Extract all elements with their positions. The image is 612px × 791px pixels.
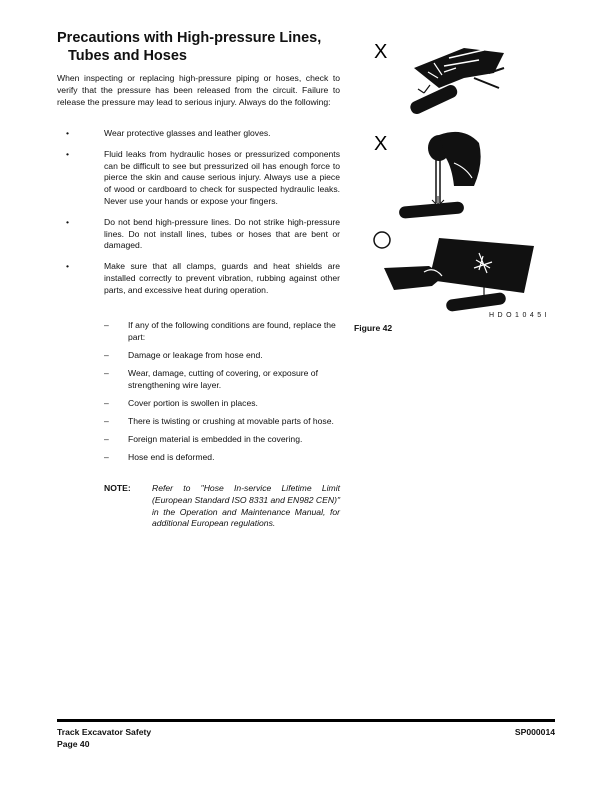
precaution-text: Fluid leaks from hydraulic hoses or pressurized components can be difficult to see but pressurized oil has enough force to pierce the skin and cause serious injury. Always use a piece of wood or cardboard to check for suspected hydraulic leaks. Never use your hands or expose your fingers. xyxy=(104,148,340,206)
condition-item xyxy=(104,320,340,344)
precaution-text: Do not bend high-pressure lines. Do not strike high-pressure lines. Do not install lines, tubes or hoses that are bent or damaged. xyxy=(104,216,340,251)
condition-item xyxy=(104,452,340,464)
bullet-icon: • xyxy=(66,261,70,272)
bullet-icon: • xyxy=(66,128,70,138)
cardboard-leak-check-icon xyxy=(384,238,534,312)
dash-icon: – xyxy=(104,433,109,444)
condition-item xyxy=(104,416,340,428)
dash-icon: – xyxy=(104,367,109,378)
bullet-icon: • xyxy=(66,148,70,159)
dash-icon: – xyxy=(104,451,109,462)
figure-caption: Figure 42 xyxy=(354,323,393,333)
precaution-list xyxy=(57,128,340,306)
precaution-text: Wear protective glasses and leather gloves. xyxy=(104,128,271,138)
condition-text: Hose end is deformed. xyxy=(128,451,215,462)
precaution-item xyxy=(57,261,340,296)
condition-item xyxy=(104,398,340,410)
note-label: NOTE: xyxy=(104,483,131,493)
condition-text: There is twisting or crushing at movable parts of hose. xyxy=(128,415,334,426)
dash-icon: – xyxy=(104,320,109,330)
condition-item xyxy=(104,350,340,362)
wrong-mark-icon: X xyxy=(374,133,388,155)
footer-left xyxy=(57,727,151,750)
condition-text: Wear, damage, cutting of covering, or exposure of strengthening wire layer. xyxy=(128,367,318,390)
hose-safety-illustration xyxy=(354,28,564,328)
section-title xyxy=(57,29,347,65)
section-title-line1: Precautions with High-pressure Lines, xyxy=(57,30,322,46)
condition-text: Damage or leakage from hose end. xyxy=(128,349,263,360)
condition-text: Foreign material is embedded in the covering. xyxy=(128,433,303,444)
intro-paragraph: When inspecting or replacing high-pressure piping or hoses, check to verify that the pressure has been released from the circuit. Failure to release the pressure may lead to serious injury. Always do the following: xyxy=(57,73,340,107)
precaution-item xyxy=(57,149,340,208)
replacement-condition-list xyxy=(104,320,340,469)
footer-doc-code: SP000014 xyxy=(514,727,555,737)
section-title-line2: Tubes and Hoses xyxy=(68,48,187,64)
footer-divider xyxy=(57,719,555,722)
wrong-mark-icon: X xyxy=(374,41,388,63)
figure-code: HDO1045I xyxy=(489,312,551,319)
dash-icon: – xyxy=(104,397,109,408)
bare-hand-leak-icon xyxy=(408,48,504,116)
precaution-item xyxy=(57,217,340,252)
dash-icon: – xyxy=(104,415,109,426)
dash-icon: – xyxy=(104,349,109,360)
footer-doc-title: Track Excavator Safety xyxy=(57,727,152,737)
footer-page-number: Page 40 xyxy=(57,738,90,749)
condition-text: If any of the following conditions are found, replace the part: xyxy=(128,320,336,342)
precaution-item xyxy=(57,128,340,140)
condition-item xyxy=(104,368,340,392)
condition-item xyxy=(104,434,340,446)
note-block xyxy=(104,483,340,530)
precaution-text: Make sure that all clamps, guards and heat shields are installed correctly to prevent vibration, rubbing against other parts, and excessive heat during operation. xyxy=(104,261,340,295)
condition-text: Cover portion is swollen in places. xyxy=(128,397,258,408)
face-near-leak-icon xyxy=(399,132,481,219)
note-text: Refer to "Hose In-service Lifetime Limit (European Standard ISO 8331 and EN982 CEN)" in the Operation and Maintenance Manual, for additional European regulations. xyxy=(152,483,340,529)
bullet-icon: • xyxy=(66,216,70,227)
